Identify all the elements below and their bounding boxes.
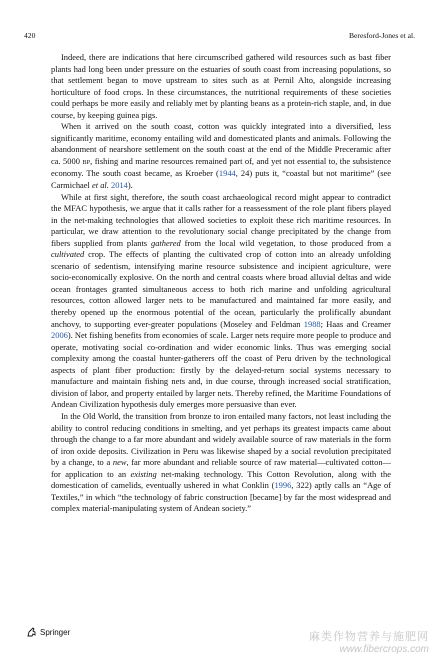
text-run: net-making technology. This Cotton Revolution, along with the domestication of camelids, eventually ushered in what Conklin ( — [51, 468, 391, 491]
publisher-label: Springer — [40, 627, 71, 637]
body-text — [51, 52, 391, 515]
paragraph — [51, 52, 391, 121]
text-run: ; Haas and Creamer — [320, 318, 391, 329]
springer-horse-icon — [27, 627, 37, 637]
text-run: ). — [127, 180, 133, 191]
text-run: , fishing and marine resources remained part of, and yet not essential to, the subsistence economy. The south coast became, as Kroeber ( — [51, 155, 391, 179]
text-run: , 24) puts it, “coastal but not maritime” (see Carmichael — [51, 168, 391, 191]
citation-link[interactable]: 1944 — [218, 168, 236, 179]
site-watermark — [309, 628, 429, 655]
text-run: Indeed, there are indications that here circumscribed gathered wild resources such as bast fiber plants had long been under pressure on the estuaries of south coast from increasing populations, so that settlement began to move upstream to sites such as at Pernil Alto, alongside increasing horticulture of food crops. In these circumstances, the nutritional requirements of these societies could perhaps be more easily and reliably met by planting beans as a protein-rich staple, and, in due course, by keeping guinea pigs. — [51, 52, 391, 120]
text-run: While at first sight, therefore, the south coast archaeological record might appear to contradict the MFAC hypothesis, we argue that it calls rather for a reassessment of the role plant fibers played in the net-making technologies that allowed societies to exploit these rich maritime resources. In particular, we draw attention to the revolutionary social change precipitated by the change from fibers supplied from plants — [51, 191, 391, 248]
citation-link[interactable]: 2014 — [110, 180, 128, 191]
text-run: from the local wild vegetation, to those produced from a — [180, 237, 391, 248]
citation-link[interactable]: 2006 — [51, 330, 68, 341]
smallcaps-text: BP — [82, 158, 91, 166]
paragraph — [51, 411, 391, 515]
springer-logo — [27, 627, 70, 637]
emphasis-text: gathered — [150, 237, 181, 248]
paragraph — [51, 121, 391, 191]
text-run: When it arrived on the south coast, cotton was quickly integrated into a diversified, less significantly maritime, economy entailing wild and domesticated plants and animals. Following the abandonment of nearshore settlement on the south coast at the end of the Middle Preceramic after ca. 5000 — [51, 121, 391, 166]
text-run: In the Old World, the transition from bronze to iron entailed many factors, not least including the ability to control reducing conditions in smelting, and yet perhaps its greatest impacts came about through the change to a far more abundant and widely available source of raw materials in the form of iron oxide deposits. Civilization in Peru was likewise shaped by a social revolution precipitated by a change, to a — [51, 410, 391, 468]
text-run: crop. The effects of planting the cultivated crop of cotton into an already unfolding scenario of sedentism, intensifying marine resource subsistence and incipient agriculture, were socio-economically explosive. On the north and central coasts where broad alluvial deltas and wide ocean frontages granted simultaneous access to both rich marine and unfolding agricultural resources, cotton allowed larger nets to be manufactured and maintained far more easily, and thereby opened up the enormous potential of the ocean, particularly the prolifically abundant anchovy, to supporting ever-greater populations (Moseley and Feldman — [51, 249, 391, 329]
citation-link[interactable]: 1988 — [303, 318, 321, 329]
emphasis-text: cultivated — [51, 249, 85, 260]
watermark-chinese: 麻类作物营养与施肥网 — [309, 630, 429, 643]
text-run: , 322) aptly calls an “Age of Textiles,” in which “the technology of fabric construction [became] by far the most widespread and complex material-manipulating system of Andean society.” — [51, 480, 392, 514]
running-author: Beresford-Jones et al. — [348, 31, 415, 40]
page-number: 420 — [24, 31, 36, 40]
text-run: ). Net fishing benefits from economies of scale. Larger nets require more people to produce and operate, motivating social co-ordination and wider economic links. Thus was emerging social complexity among the coastal hunter-gatherers off the coast of Peru driven by the technological aspects of plant fiber production: firstly by the delayed-return social systems necessary to manufacture and maintain fishing nets and, in due course, through increased social stratification, division of labor, and property entailed by larger nets. Thereby refined, the Maritime Foundations of Andean Civilization hypothesis duly emerges more persuasive than ever. — [51, 330, 391, 410]
running-header — [24, 31, 415, 40]
emphasis-text: et al. — [92, 180, 109, 191]
citation-link[interactable]: 1996 — [274, 480, 292, 491]
watermark-url: www.fibercrops.com — [339, 644, 429, 655]
text-run: , far more abundant and reliable source of raw material—cultivated cotton—for application to an — [51, 457, 391, 479]
emphasis-text: new — [112, 457, 127, 468]
emphasis-text: existing — [130, 468, 157, 479]
paragraph — [51, 192, 391, 411]
